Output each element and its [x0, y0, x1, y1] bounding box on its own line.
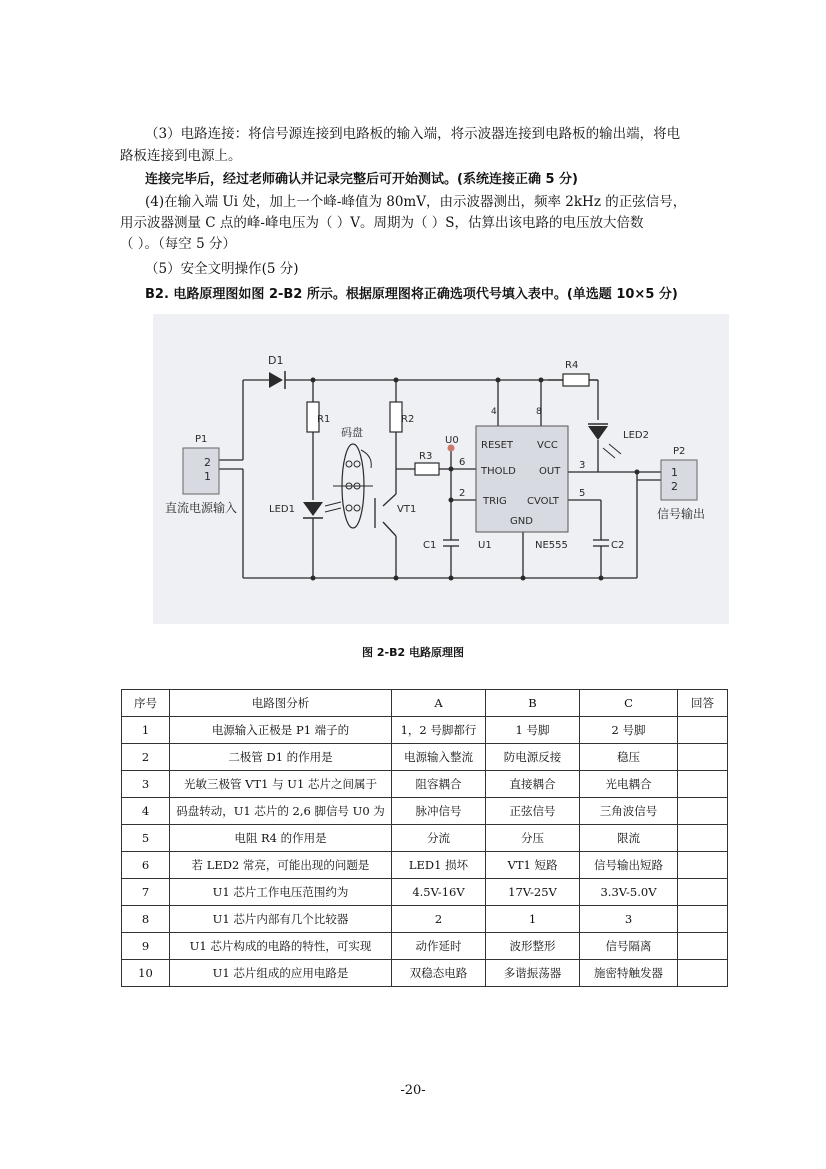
cell-option-c: 2 号脚	[580, 717, 678, 744]
cell-index: 10	[122, 960, 170, 987]
table-header-row	[122, 690, 728, 717]
cell-answer[interactable]	[678, 771, 728, 798]
table-row	[122, 717, 728, 744]
paragraph-step4-line1: (4)在输入端 Ui 处，加上一个峰-峰值为 80mV，由示波器测出，频率 2kHz 的正弦信号，	[145, 194, 687, 210]
paragraph-step4-line3: （ ）。（每空 5 分）	[120, 236, 236, 252]
label-led1: LED1	[269, 504, 295, 515]
cell-index: 1	[122, 717, 170, 744]
label-pin3: 3	[579, 460, 586, 471]
cell-answer[interactable]	[678, 960, 728, 987]
cell-analysis: U1 芯片工作电压范围约为	[170, 879, 392, 906]
cell-index: 7	[122, 879, 170, 906]
label-p1: P1	[195, 434, 208, 445]
label-cvolt: CVOLT	[527, 496, 559, 507]
cell-option-c: 光电耦合	[580, 771, 678, 798]
cell-analysis: 电阻 R4 的作用是	[170, 825, 392, 852]
cell-answer[interactable]	[678, 933, 728, 960]
cell-option-c: 稳压	[580, 744, 678, 771]
cell-option-c: 三角波信号	[580, 798, 678, 825]
table-row	[122, 906, 728, 933]
table-row	[122, 960, 728, 987]
label-pin4: 4	[491, 407, 497, 417]
question-b2-heading: B2. 电路原理图如图 2-B2 所示。根据原理图将正确选项代号填入表中。(单选题 10×5 分)	[145, 287, 678, 302]
table-row	[122, 825, 728, 852]
label-u1: U1	[478, 540, 492, 551]
label-vt1: VT1	[397, 504, 417, 515]
cell-index: 8	[122, 906, 170, 933]
label-p1-pin1: 1	[204, 470, 211, 483]
cell-analysis: 码盘转动，U1 芯片的 2,6 脚信号 U0 为	[170, 798, 392, 825]
label-c2: C2	[611, 540, 625, 551]
cell-answer[interactable]	[678, 798, 728, 825]
label-ne555: NE555	[535, 540, 568, 551]
table-row	[122, 798, 728, 825]
paragraph-step4-line2: 用示波器测量 C 点的峰-峰电压为（ ）V。周期为（ ）S，估算出该电路的电压放大倍数	[120, 215, 644, 231]
label-r2: R2	[401, 414, 415, 425]
label-vcc: VCC	[537, 440, 558, 451]
label-d1: D1	[268, 354, 284, 367]
cell-index: 4	[122, 798, 170, 825]
label-gnd: GND	[510, 516, 533, 527]
cell-answer[interactable]	[678, 717, 728, 744]
cell-option-a: 分流	[392, 825, 486, 852]
label-trig: TRIG	[483, 496, 507, 507]
cell-option-b: 波形整形	[486, 933, 580, 960]
cell-option-b: 分压	[486, 825, 580, 852]
cell-option-b: 1 号脚	[486, 717, 580, 744]
cell-option-b: 直接耦合	[486, 771, 580, 798]
cell-option-a: 电源输入整流	[392, 744, 486, 771]
cell-option-b: 防电源反接	[486, 744, 580, 771]
label-pin2: 2	[459, 488, 466, 499]
cell-option-c: 3.3V-5.0V	[580, 879, 678, 906]
label-thold: THOLD	[481, 466, 516, 477]
paragraph-step3-line2: 路板连接到电源上。	[120, 148, 242, 164]
label-led2: LED2	[623, 430, 649, 441]
cell-analysis: U1 芯片组成的应用电路是	[170, 960, 392, 987]
cell-analysis: 电源输入正极是 P1 端子的	[170, 717, 392, 744]
cell-answer[interactable]	[678, 906, 728, 933]
header-index: 序号	[122, 690, 170, 717]
label-r3: R3	[419, 451, 433, 462]
label-code-disc: 码盘	[341, 426, 363, 439]
cell-option-a: 2	[392, 906, 486, 933]
cell-answer[interactable]	[678, 852, 728, 879]
cell-option-c: 3	[580, 906, 678, 933]
table-row	[122, 744, 728, 771]
table-row	[122, 933, 728, 960]
cell-option-a: 1，2 号脚都行	[392, 717, 486, 744]
label-pin8: 8	[536, 407, 542, 417]
label-p1-pin2: 2	[204, 456, 211, 469]
table-row	[122, 771, 728, 798]
cell-option-c: 信号输出短路	[580, 852, 678, 879]
page-number: -20-	[400, 1083, 426, 1098]
label-r4: R4	[565, 360, 579, 371]
label-out: OUT	[539, 466, 561, 477]
cell-option-a: 脉冲信号	[392, 798, 486, 825]
table-row	[122, 879, 728, 906]
paragraph-connection-note: 连接完毕后，经过老师确认并记录完整后可开始测试。(系统连接正确 5 分)	[145, 172, 578, 187]
paragraph-step3-line1: （3）电路连接：将信号源连接到电路板的输入端，将示波器连接到电路板的输出端，将电	[145, 126, 681, 142]
cell-index: 5	[122, 825, 170, 852]
cell-option-a: 双稳态电路	[392, 960, 486, 987]
cell-option-b: 17V-25V	[486, 879, 580, 906]
label-p2-pin1: 1	[671, 466, 678, 479]
label-p2: P2	[673, 446, 686, 457]
cell-analysis: U1 芯片构成的电路的特性，可实现	[170, 933, 392, 960]
label-pin5: 5	[579, 488, 586, 499]
header-option-a: A	[392, 690, 486, 717]
cell-answer[interactable]	[678, 825, 728, 852]
analysis-table	[121, 689, 728, 987]
header-answer: 回答	[678, 690, 728, 717]
cell-option-a: 动作延时	[392, 933, 486, 960]
circuit-schematic	[153, 314, 729, 624]
cell-option-b: 多谐振荡器	[486, 960, 580, 987]
label-pin6: 6	[459, 457, 466, 468]
cell-option-b: 1	[486, 906, 580, 933]
figure-caption: 图 2-B2 电路原理图	[362, 646, 464, 659]
cell-option-a: 4.5V-16V	[392, 879, 486, 906]
cell-answer[interactable]	[678, 879, 728, 906]
label-power-input: 直流电源输入	[165, 501, 238, 515]
cell-option-a: LED1 损坏	[392, 852, 486, 879]
paragraph-step5: （5）安全文明操作(5 分)	[145, 261, 299, 277]
cell-index: 3	[122, 771, 170, 798]
cell-index: 9	[122, 933, 170, 960]
cell-analysis: U1 芯片内部有几个比较器	[170, 906, 392, 933]
cell-option-c: 施密特触发器	[580, 960, 678, 987]
label-signal-output: 信号输出	[657, 507, 706, 521]
cell-option-b: VT1 短路	[486, 852, 580, 879]
label-u0: U0	[445, 435, 459, 446]
label-r1: R1	[317, 414, 331, 425]
cell-option-c: 限流	[580, 825, 678, 852]
cell-answer[interactable]	[678, 744, 728, 771]
header-option-c: C	[580, 690, 678, 717]
cell-index: 6	[122, 852, 170, 879]
label-c1: C1	[423, 540, 437, 551]
table-row	[122, 852, 728, 879]
circuit-schematic-svg	[153, 314, 729, 624]
cell-index: 2	[122, 744, 170, 771]
cell-option-b: 正弦信号	[486, 798, 580, 825]
header-analysis: 电路图分析	[170, 690, 392, 717]
cell-option-a: 阻容耦合	[392, 771, 486, 798]
header-option-b: B	[486, 690, 580, 717]
label-reset: RESET	[481, 440, 514, 451]
cell-analysis: 光敏三极管 VT1 与 U1 芯片之间属于	[170, 771, 392, 798]
label-p2-pin2: 2	[671, 480, 678, 493]
cell-option-c: 信号隔离	[580, 933, 678, 960]
cell-analysis: 若 LED2 常亮，可能出现的问题是	[170, 852, 392, 879]
cell-analysis: 二极管 D1 的作用是	[170, 744, 392, 771]
